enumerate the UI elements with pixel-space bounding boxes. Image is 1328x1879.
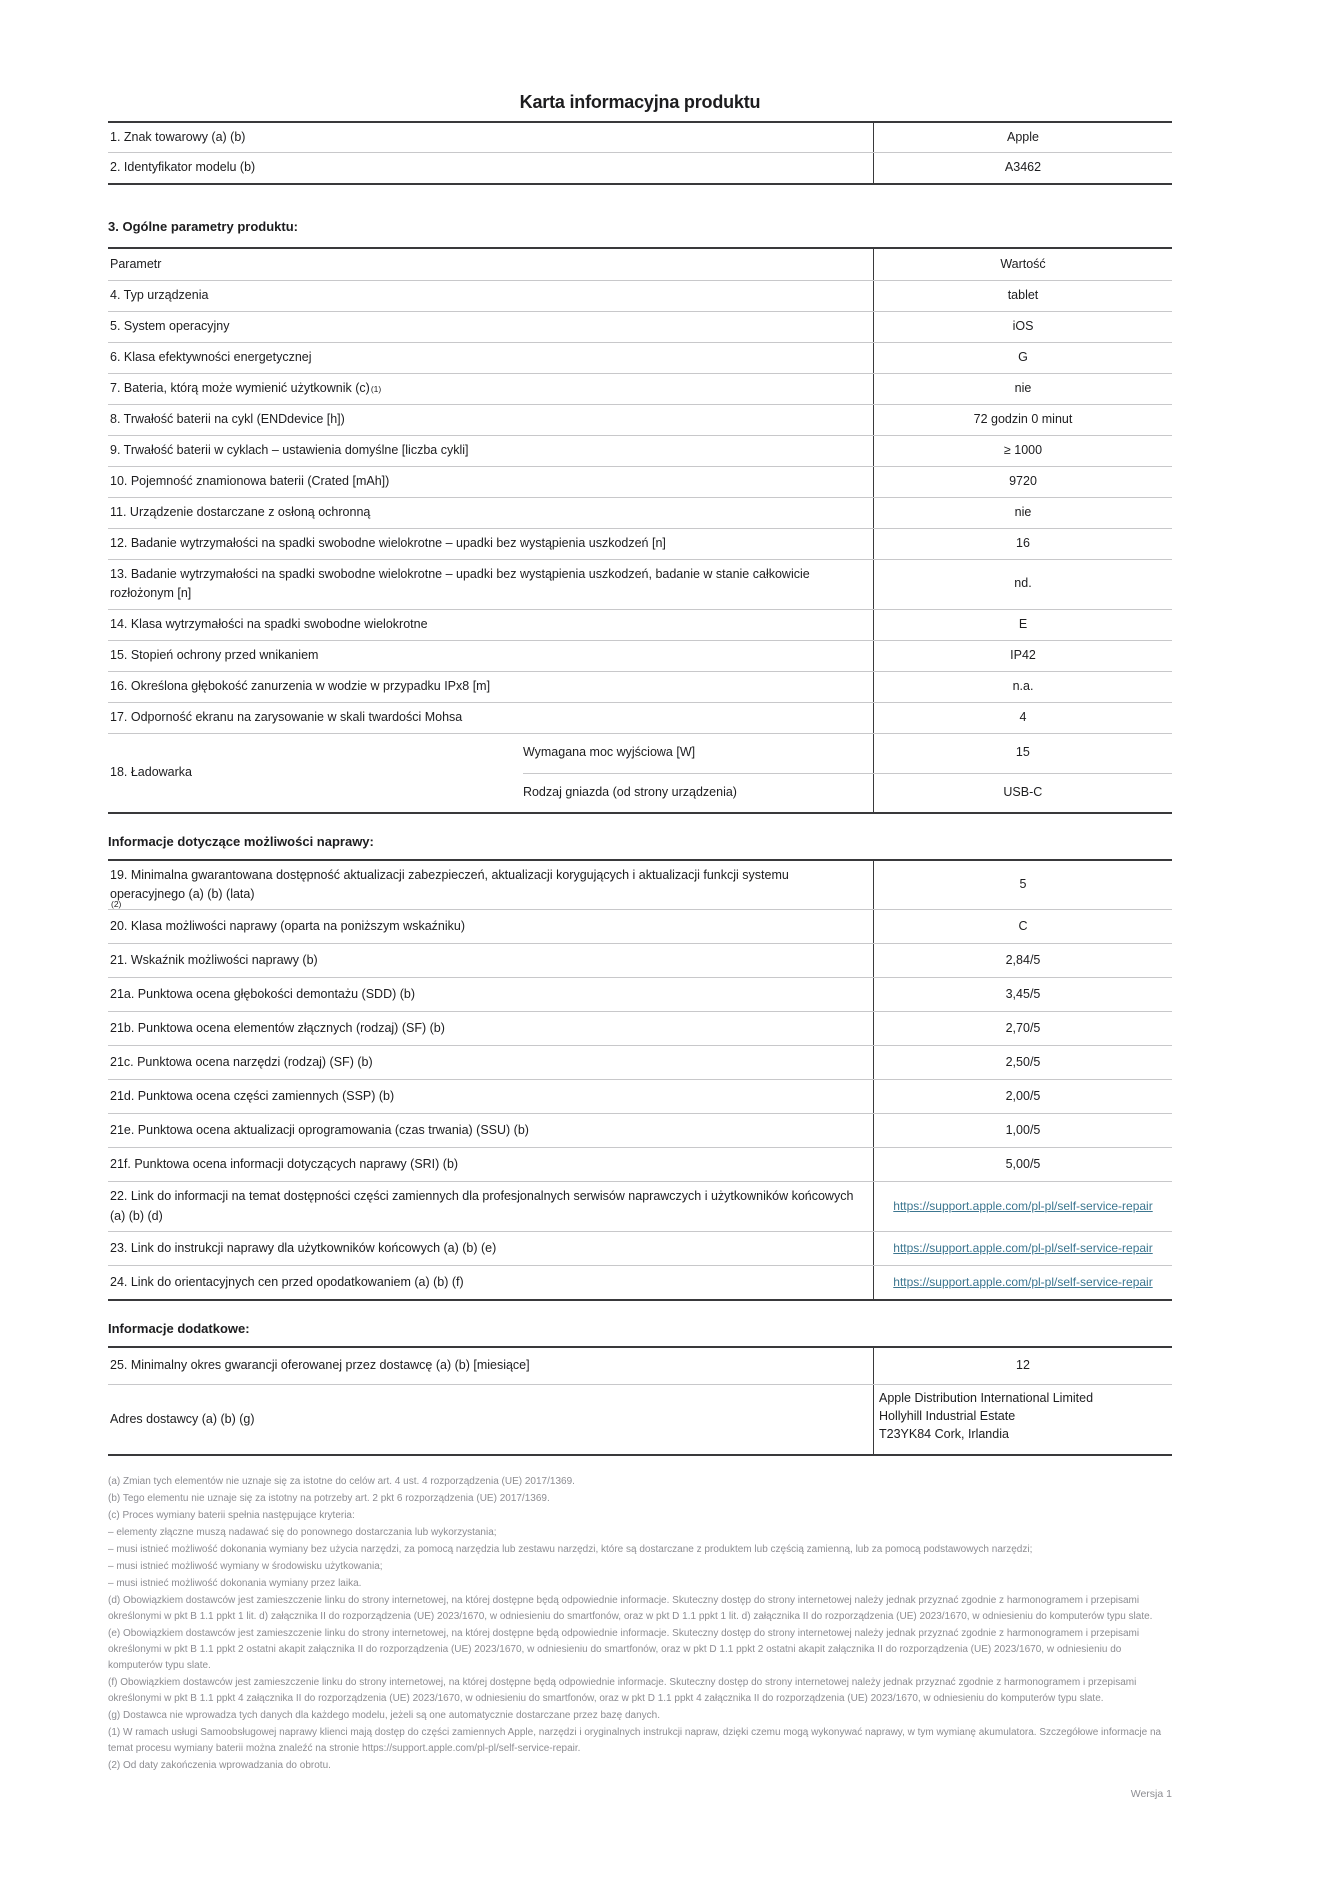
footnote: – musi istnieć możliwość dokonania wymiany bez użycia narzędzi, za pomocą narzędzia lub zestawu narzędzi, które są dostarczane z produktem lub częścią zamienną, lub za pomocą podstawowych narzędzi;	[108, 1544, 1033, 1555]
repairability-table	[108, 859, 1172, 1302]
row-value	[873, 978, 1172, 1011]
row-label	[108, 703, 873, 733]
row-value	[873, 672, 1172, 702]
row-value	[873, 1182, 1172, 1231]
row-label-text: 1. Znak towarowy (a) (b)	[110, 130, 246, 144]
row-label-text: 23. Link do instrukcji naprawy dla użytkowników końcowych (a) (b) (e)	[110, 1240, 497, 1255]
table-row	[108, 342, 1172, 373]
row-value-text: 3,45/5	[1005, 987, 1041, 1002]
page-title: Karta informacyjna produktu	[519, 92, 761, 112]
table-row	[108, 1147, 1172, 1181]
row-label	[108, 123, 873, 152]
row-label	[108, 281, 873, 311]
row-sublabel	[523, 734, 873, 773]
row-value	[873, 312, 1172, 342]
footnote: (2) Od daty zakończenia wprowadzania do obrotu.	[108, 1760, 331, 1771]
row-label-text: 20. Klasa możliwości naprawy (oparta na poniższym wskaźniku)	[110, 919, 466, 934]
table-row	[108, 497, 1172, 528]
row-value-text: 1,00/5	[1005, 1123, 1041, 1138]
table-row	[108, 466, 1172, 497]
row-label-text: 21e. Punktowa ocena aktualizacji oprogramowania (czas trwania) (SSU) (b)	[110, 1123, 529, 1138]
row-label-text: 13. Badanie wytrzymałości na spadki swobodne wielokrotne – upadki bez wystąpienia uszkodzeń, badanie w stanie całkowicie rozłożonym [n]	[110, 566, 810, 601]
row-label-text: 2. Identyfikator modelu (b)	[110, 160, 256, 175]
footnote: (a) Zmian tych elementów nie uznaje się za istotne do celów art. 4 ust. 4 rozporządzenia (UE) 2017/1369.	[108, 1476, 575, 1487]
address-line: Apple Distribution International Limited	[879, 1391, 1094, 1405]
row-label	[108, 153, 873, 182]
row-label-text: 21a. Punktowa ocena głębokości demontażu (SDD) (b)	[110, 987, 416, 1002]
footnote: (b) Tego elementu nie uznaje się za istotny na potrzeby art. 2 pkt 6 rozporządzenia (UE) 2017/1369.	[108, 1493, 550, 1504]
row-value-text: nie	[1014, 505, 1032, 520]
row-value-text: n.a.	[1012, 678, 1034, 693]
support-link[interactable]: https://support.apple.com/pl-pl/self-service-repair	[893, 1275, 1153, 1290]
footnote: (g) Dostawca nie wprowadza tych danych dla każdego modelu, jeżeli są one automatycznie dostarczane przez bazę danych.	[108, 1710, 660, 1721]
row-value	[873, 1348, 1172, 1384]
charger-subrow	[523, 734, 1172, 773]
row-value-text: USB-C	[1003, 784, 1043, 799]
column-header-wartosc: Wartość	[873, 249, 1172, 280]
table-row	[108, 404, 1172, 435]
footnote: (1) W ramach usługi Samoobsługowej naprawy klienci mają dostęp do części zamiennych Apple, narzędzi i oryginalnych instrukcji napraw, dzięki czemu mogą wykonywać naprawy, w tym wymianę akumulatora. Szczegółowe informacje na temat procesu wymiany baterii można znaleźć na stronie https://support.apple.com/pl-pl/self-service-repair.	[108, 1727, 1162, 1754]
row-label-text: 12. Badanie wytrzymałości na spadki swobodne wielokrotne – upadki bez wystąpienia uszkodzeń [n]	[110, 536, 666, 551]
row-value	[873, 374, 1172, 404]
row-label	[108, 467, 873, 497]
row-label	[108, 1012, 873, 1045]
table-row	[108, 943, 1172, 977]
row-label	[108, 1080, 873, 1113]
table-row	[108, 1265, 1172, 1299]
version-label: Wersja 1	[1130, 1788, 1172, 1800]
row-value	[873, 703, 1172, 733]
table-row-supplier	[108, 1384, 1172, 1454]
row-value-text: Apple	[1007, 130, 1039, 144]
table-row	[108, 373, 1172, 404]
row-label	[108, 910, 873, 943]
footnote: (c) Proces wymiany baterii spełnia następujące kryteria:	[108, 1510, 355, 1521]
row-value-text: 15	[1015, 745, 1030, 760]
row-label-text: 14. Klasa wytrzymałości na spadki swobodne wielokrotne	[110, 616, 428, 631]
table-row	[108, 977, 1172, 1011]
row-label-text: 10. Pojemność znamionowa baterii (Crated [mAh])	[110, 474, 390, 489]
footnote: – musi istnieć możliwość dokonania wymiany przez laika.	[108, 1578, 362, 1589]
footnote: – musi istnieć możliwość wymiany w środowisku użytkowania;	[108, 1561, 383, 1572]
row-value-text: E	[1018, 616, 1028, 631]
row-value	[873, 1114, 1172, 1147]
table-row	[108, 1113, 1172, 1147]
row-label-text: Adres dostawcy (a) (b) (g)	[110, 1411, 255, 1426]
charger-subrow	[523, 773, 1172, 812]
row-value-text: 9720	[1009, 474, 1037, 489]
row-label-text: 4. Typ urządzenia	[110, 288, 209, 303]
additional-section-heading: Informacje dodatkowe:	[108, 1321, 250, 1336]
row-value	[873, 1046, 1172, 1079]
row-value	[873, 774, 1172, 812]
row-value	[873, 910, 1172, 943]
charger-subtable	[523, 734, 1172, 812]
row-label	[108, 641, 873, 671]
row-sublabel	[523, 774, 873, 812]
address-line: Hollyhill Industrial Estate	[879, 1409, 1016, 1423]
row-value-text: ≥ 1000	[1003, 443, 1043, 458]
row-value-text: 2,00/5	[1005, 1089, 1041, 1104]
row-value	[873, 281, 1172, 311]
row-label	[108, 560, 873, 609]
table-row	[108, 640, 1172, 671]
table-row	[108, 861, 1172, 910]
row-label-text: 19. Minimalna gwarantowana dostępność aktualizacji zabezpieczeń, aktualizacji korygujących i aktualizacji funkcji systemu operacyjnego (a) (b) (lata)	[110, 867, 789, 901]
column-header-parametr: Parametr	[110, 256, 162, 271]
product-fiche	[108, 92, 1172, 1800]
row-value	[873, 1232, 1172, 1265]
row-value-text: G	[1018, 350, 1028, 365]
row-value	[873, 610, 1172, 640]
row-value-text: 16	[1016, 536, 1030, 551]
row-label-text: 24. Link do orientacyjnych cen przed opodatkowaniem (a) (b) (f)	[110, 1274, 464, 1289]
row-value-text: 4	[1019, 709, 1027, 724]
row-label	[108, 978, 873, 1011]
row-label-text: 6. Klasa efektywności energetycznej	[110, 350, 312, 365]
row-label-text: 25. Minimalny okres gwarancji oferowanej przez dostawcę (a) (b) [miesiące]	[110, 1358, 530, 1373]
row-label-text: 21. Wskaźnik możliwości naprawy (b)	[110, 953, 318, 968]
row-label: 19. Minimalna gwarantowana dostępność aktualizacji zabezpieczeń, aktualizacji korygujących i aktualizacji funkcji systemu operacyjnego (a) (b) (lata) (2)	[108, 861, 873, 910]
row-label-text: 9. Trwałość baterii w cyklach – ustawienia domyślne [liczba cykli]	[110, 443, 469, 458]
row-value	[873, 861, 1172, 910]
row-value	[873, 1080, 1172, 1113]
additional-info-table	[108, 1346, 1172, 1456]
row-label	[108, 944, 873, 977]
row-value	[873, 436, 1172, 466]
row-label	[108, 343, 873, 373]
row-label	[108, 1182, 873, 1231]
row-label	[108, 610, 873, 640]
row-label	[108, 1046, 873, 1079]
table-row	[108, 559, 1172, 609]
row-value	[873, 123, 1172, 152]
footnote: (e) Obowiązkiem dostawców jest zamieszczenie linku do strony internetowej, na której dostępne będą odpowiednie informacje. Skuteczny dostęp do strony internetowej należy jednak przyznać zgodnie z harmonogramem i przepisami określonymi w pkt B 1.1 ppkt 2 ostatni akapit załącznika II do rozporządzenia (UE) 2023/1670, w odniesieniu do smartfonów, oraz w pkt D 1.1 ppkt 2 ostatni akapit załącznika II do rozporządzenia (UE) 2023/1670, w odniesieniu do komputerów typu slate.	[108, 1628, 1140, 1671]
row-value-text: iOS	[1012, 319, 1034, 334]
row-value-text: A3462	[1004, 160, 1042, 175]
row-label-text: 16. Określona głębokość zanurzenia w wodzie w przypadku IPx8 [m]	[110, 678, 491, 693]
row-label	[108, 1266, 873, 1299]
row-label	[108, 1348, 873, 1384]
row-value-text: C	[1018, 919, 1028, 934]
row-label	[108, 312, 873, 342]
row-label-text: 7. Bateria, którą może wymienić użytkownik (c)	[110, 381, 370, 396]
table-row	[108, 123, 1172, 152]
row-value-text: tablet	[1007, 288, 1039, 303]
row-label-text: 8. Trwałość baterii na cykl (ENDdevice [h])	[110, 412, 345, 427]
row-label	[108, 529, 873, 559]
footnote: (f) Obowiązkiem dostawców jest zamieszczenie linku do strony internetowej, na której dostępne będą odpowiednie informacje. Skuteczny dostęp do strony internetowej należy jednak przyznać zgodnie z harmonogramem i przepisami określonymi w pkt B 1.1 ppkt 4 załącznika II do rozporządzenia (UE) 2023/1670, w odniesieniu do smartfonów, oraz w pkt D 1.1 ppkt 4 załącznika II do rozporządzenia (UE) 2023/1670, w odniesieniu do komputerów typu slate.	[108, 1677, 1137, 1704]
row-label-text: 18. Ładowarka	[110, 764, 193, 779]
row-value	[873, 641, 1172, 671]
row-value	[873, 1012, 1172, 1045]
row-value	[873, 153, 1172, 182]
address-line: T23YK84 Cork, Irlandia	[879, 1427, 1009, 1441]
support-link[interactable]: https://support.apple.com/pl-pl/self-service-repair	[893, 1241, 1153, 1256]
table-row-charger	[108, 733, 1172, 812]
row-label	[108, 672, 873, 702]
row-label	[108, 1114, 873, 1147]
row-label	[108, 1385, 873, 1454]
row-label	[108, 498, 873, 528]
row-value	[873, 734, 1172, 773]
row-value-text: 5,00/5	[1005, 1157, 1041, 1172]
row-value	[873, 1266, 1172, 1299]
table-row	[108, 152, 1172, 182]
row-value-text: 2,50/5	[1005, 1055, 1041, 1070]
row-value-text: 2,70/5	[1005, 1021, 1041, 1036]
row-label	[108, 1232, 873, 1265]
row-value	[873, 498, 1172, 528]
table-row	[108, 1231, 1172, 1265]
table-row	[108, 702, 1172, 733]
row-label	[108, 1148, 873, 1181]
footnotes	[108, 1474, 1172, 1774]
table-row	[108, 311, 1172, 342]
supplier-address	[873, 1385, 1172, 1454]
table-row	[108, 1011, 1172, 1045]
row-value-text: IP42	[1010, 647, 1036, 662]
row-label-text: 17. Odporność ekranu na zarysowanie w skali twardości Mohsa	[110, 709, 463, 724]
table-row	[108, 528, 1172, 559]
row-label-text: 21c. Punktowa ocena narzędzi (rodzaj) (SF) (b)	[110, 1055, 373, 1070]
table-row	[108, 1348, 1172, 1384]
table-row	[108, 280, 1172, 311]
row-value-text: 72 godzin 0 minut	[973, 412, 1073, 427]
identification-table	[108, 121, 1172, 185]
general-section-heading: 3. Ogólne parametry produktu:	[108, 218, 298, 234]
row-value	[873, 529, 1172, 559]
row-value-text: 5	[1019, 877, 1027, 892]
repair-section-heading: Informacje dotyczące możliwości naprawy:	[108, 833, 374, 849]
table-row	[108, 1181, 1172, 1231]
table-row	[108, 1079, 1172, 1113]
row-sublabel-text: Wymagana moc wyjściowa [W]	[522, 745, 696, 760]
row-value	[873, 1148, 1172, 1181]
row-sublabel-text: Rodzaj gniazda (od strony urządzenia)	[522, 784, 737, 799]
footnote: (d) Obowiązkiem dostawców jest zamieszczenie linku do strony internetowej, na której dostępne będą odpowiednie informacje. Skuteczny dostęp do strony internetowej należy jednak przyznać zgodnie z harmonogramem i przepisami określonymi w pkt B 1.1 ppkt 1 lit. d) załącznika II do rozporządzenia (UE) 2023/1670, w odniesieniu do smartfonów, oraz w pkt D 1.1 ppkt 1 lit. d) załącznika II do rozporządzenia (UE) 2023/1670, w odniesieniu do komputerów typu slate.	[108, 1595, 1153, 1622]
row-label-text: 21b. Punktowa ocena elementów złącznych (rodzaj) (SF) (b)	[110, 1021, 445, 1036]
row-value-text: nie	[1014, 381, 1032, 396]
row-label-text: 21f. Punktowa ocena informacji dotyczących naprawy (SRI) (b)	[110, 1157, 459, 1172]
row-label	[108, 436, 873, 466]
footnote: – elementy złączne muszą nadawać się do ponownego dostarczania lub wykorzystania;	[108, 1527, 497, 1538]
row-value	[873, 405, 1172, 435]
row-label-text: 21d. Punktowa ocena części zamiennych (SSP) (b)	[110, 1089, 395, 1104]
row-label: 7. Bateria, którą może wymienić użytkownik (c) (1)	[108, 374, 873, 404]
table-row	[108, 1045, 1172, 1079]
row-value	[873, 467, 1172, 497]
table-row	[108, 671, 1172, 702]
row-label	[108, 405, 873, 435]
table-row	[108, 435, 1172, 466]
row-label-text: 22. Link do informacji na temat dostępności części zamiennych dla profesjonalnych serwisów naprawczych i użytkowników końcowych (a) (b) (d)	[110, 1189, 854, 1223]
general-parameters-table	[108, 247, 1172, 814]
row-label-text: 15. Stopień ochrony przed wnikaniem	[110, 647, 319, 662]
table-row	[108, 609, 1172, 640]
row-label-text: 11. Urządzenie dostarczane z osłoną ochronną	[110, 505, 371, 520]
row-value-text: nd.	[1014, 576, 1032, 591]
row-value	[873, 944, 1172, 977]
row-value	[873, 343, 1172, 373]
row-value-text: 2,84/5	[1005, 953, 1041, 968]
row-label	[108, 734, 523, 812]
table-row	[108, 909, 1172, 943]
row-value	[873, 560, 1172, 609]
row-value-text: 12	[1016, 1358, 1030, 1373]
row-label-text: 5. System operacyjny	[110, 319, 230, 334]
table-header-row	[108, 249, 1172, 280]
support-link[interactable]: https://support.apple.com/pl-pl/self-service-repair	[893, 1199, 1153, 1214]
